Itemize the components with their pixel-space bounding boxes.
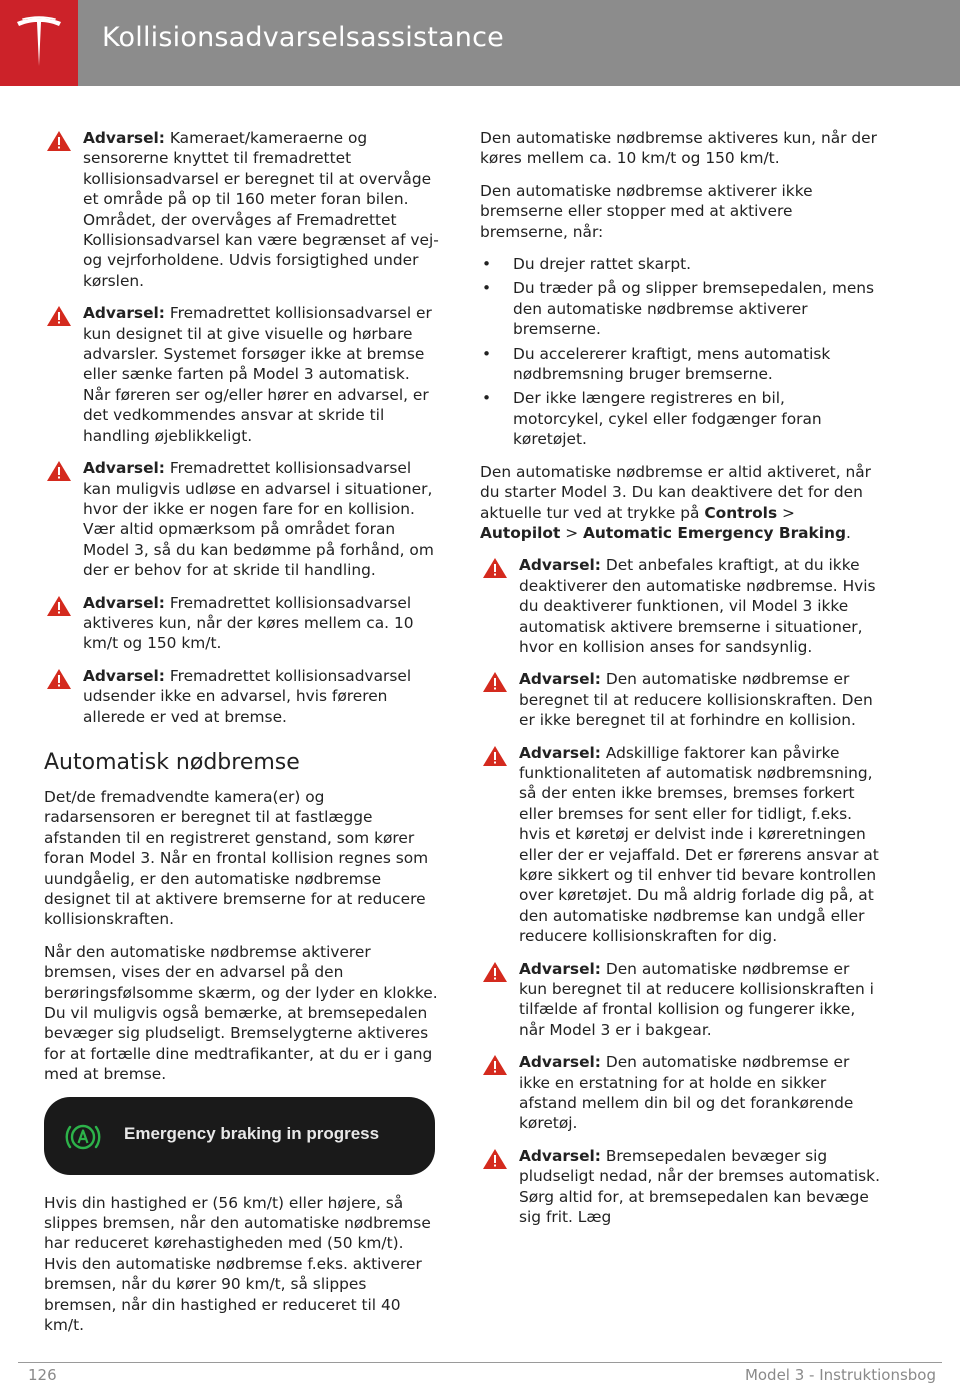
warning-text: Bremsepedalen bevæger sig pludseligt nedad, når der bremses automatisk. Sørg altid for, at bremsepedalen kan bevæge sig frit. Læg (519, 1146, 880, 1227)
warning-triangle-icon (482, 557, 508, 579)
warning-text: Den automatiske nødbremse er ikke en erstatning for at holde en sikker afstand mellem din bil og det forankørende køretøj. (519, 1053, 854, 1133)
condition-list (480, 254, 880, 450)
right-column (480, 128, 880, 1240)
paragraph: Den automatiske nødbremse aktiveres kun, når der køres mellem ca. 10 km/t og 150 km/t. (480, 129, 877, 168)
warning-triangle-icon (482, 1054, 508, 1076)
section-heading: Automatisk nødbremse (44, 749, 300, 775)
warning-triangle-icon (46, 305, 72, 327)
list-item: • Du drejer rattet skarpt. (480, 254, 880, 274)
emergency-braking-banner (44, 1097, 435, 1175)
warning-label: Advarsel: (519, 556, 601, 575)
warning-text: Adskillige faktorer kan påvirke funktionaliteten af automatisk nødbremsning, så der enten ikke bremses, bremses forkert eller bremses for sent eller for tidligt, f.eks. hvis et køretøj er delvist inde i køreretningen eller der er vejaffald. Det er førerens ansvar at køre sikkert og til enhver tid bevare kontrollen over køretøjet. Du må aldrig forlade dig på, at den automatiske nødbremse kan undgå eller reducere kollisionskraften for dig. (519, 743, 879, 946)
warning-label: Advarsel: (83, 129, 165, 147)
list-item: • Der ikke længere registreres en bil, motorcykel, cykel eller fodgænger foran køretøjet. (480, 388, 880, 449)
warning-text: Kameraet/kameraerne og sensorerne knyttet til fremadrettet kollisionsadvarsel er beregnet til at overvåge et område på op til 160 meter foran bilen. Området, der overvåges af Fremadrettet Kollisionsadvarsel kan være begrænset af vej- og vejrforholdene. Udvis forsigtighed under kørslen. (83, 129, 439, 290)
paragraph: Hvis din hastighed er (56 km/t) eller højere, så slippes bremsen, når den automatiske nødbremse har reduceret kørehastigheden med (50 km/t). Hvis den automatiske nødbremse f.eks. aktiverer bremsen, når du kører 90 km/t, så slippes bremsen, når din hastighed er reduceret til 40 km/t. (44, 1193, 431, 1335)
page-title: Kollisionsadvarselsassistance (102, 22, 504, 53)
warning-block (44, 666, 439, 727)
left-column (44, 128, 439, 1348)
path-separator: > (777, 503, 795, 522)
warning-triangle-icon (482, 745, 508, 767)
warning-text: Den automatiske nødbremse er kun beregnet til at reducere kollisionskraften i tilfælde af frontal kollision og fungerer ikke, når Model 3 er i bakgear. (519, 959, 874, 1039)
paragraph-text: Den automatiske nødbremse er altid aktiveret, når du starter Model 3. Du kan deaktivere det for den aktuelle tur ved at trykke på (480, 462, 872, 522)
warning-triangle-icon (46, 460, 72, 482)
warning-block (44, 593, 439, 654)
menu-path-controls: Controls (704, 503, 778, 522)
list-item: • Du accelererer kraftigt, mens automatisk nødbremsning bruger bremserne. (480, 344, 880, 385)
warning-text: Det anbefales kraftigt, at du ikke deaktiverer den automatiske nødbremse. Hvis du deaktiverer funktionen, vil Model 3 ikke automatisk aktivere bremserne i situationer, hvor en kollision anses for sandsynlig. (519, 556, 876, 656)
path-end: . (846, 523, 851, 542)
tesla-logo-icon (15, 16, 63, 68)
warning-block (480, 959, 880, 1041)
path-separator: > (560, 523, 583, 542)
warning-triangle-icon (46, 130, 72, 152)
warning-label: Advarsel: (83, 459, 165, 478)
warning-block (480, 555, 880, 657)
warning-label: Advarsel: (519, 1146, 601, 1165)
warning-triangle-icon (46, 595, 72, 617)
warning-text: Fremadrettet kollisionsadvarsel udsender ikke en advarsel, hvis føreren allerede er ved at bremse. (83, 666, 412, 726)
warning-text: Den automatiske nødbremse er beregnet til at reducere kollisionskraften. Den er ikke beregnet til at forhindre en kollision. (519, 670, 873, 730)
warning-label: Advarsel: (83, 593, 165, 612)
paragraph: Når den automatiske nødbremse aktiverer bremsen, vises der en advarsel på den berøringsfølsomme skærm, og der lyder en klokke. Du vil muligvis også bemærke, at bremsepedalen bevæger sig pludseligt. Bremselygterne aktiveres for at fortælle dine medtrafikanter, at du er i gang med at bremse. (44, 942, 438, 1084)
warning-triangle-icon (482, 961, 508, 983)
warning-triangle-icon (482, 671, 508, 693)
warning-text: Fremadrettet kollisionsadvarsel kan muligvis udløse en advarsel i situationer, hvor der ikke er nogen fare for en kollision. Vær altid opmærksom på området foran Model 3, så du kan bedømme på forhånd, om der er behov for at skride til handling. (83, 459, 434, 580)
warning-triangle-icon (482, 1148, 508, 1170)
page-number: 126 (28, 1366, 57, 1384)
warning-block (44, 128, 439, 291)
warning-label: Advarsel: (519, 670, 601, 689)
logo-box (0, 0, 78, 86)
banner-text: Emergency braking in progress (124, 1123, 380, 1143)
emergency-braking-icon (64, 1118, 102, 1156)
list-item: • Du træder på og slipper bremsepedalen, mens den automatiske nødbremse aktiverer bremserne. (480, 278, 880, 339)
warning-block (480, 1146, 880, 1228)
warning-label: Advarsel: (83, 666, 165, 685)
warning-label: Advarsel: (519, 743, 601, 762)
paragraph: Den automatiske nødbremse aktiverer ikke bremserne eller stopper med at aktivere bremserne, når: (480, 181, 813, 241)
warning-block (480, 669, 880, 730)
warning-block (44, 303, 439, 446)
manual-title: Model 3 - Instruktionsbog (744, 1366, 936, 1384)
warning-block (44, 458, 439, 580)
paragraph: Det/de fremadvendte kamera(er) og radarsensoren er beregnet til at fastlægge afstanden til en registreret genstand, som kører foran Model 3. Når en frontal kollision regnes som uundgåelig, er den automatiske nødbremse designet til at aktivere bremserne for at reducere kollisionskraften. (44, 787, 429, 929)
footer-divider (18, 1362, 942, 1363)
warning-label: Advarsel: (83, 304, 165, 323)
warning-text: Fremadrettet kollisionsadvarsel aktiveres kun, når der køres mellem ca. 10 km/t og 150 km/t. (83, 593, 414, 653)
warning-triangle-icon (46, 668, 72, 690)
warning-text: Fremadrettet kollisionsadvarsel er kun designet til at give visuelle og hørbare advarsler. Systemet forsøger ikke at bremse eller sænke farten på Model 3 automatisk. Når føreren ser og/eller hører en advarsel, er det vedkommendes ansvar at skride til handling øjeblikkeligt. (83, 304, 432, 445)
warning-block (480, 1052, 880, 1134)
menu-path-aeb: Automatic Emergency Braking (583, 523, 847, 542)
paragraph (480, 462, 880, 544)
warning-label: Advarsel: (519, 959, 601, 978)
menu-path-autopilot: Autopilot (480, 523, 561, 542)
warning-label: Advarsel: (519, 1053, 601, 1072)
warning-block (480, 743, 880, 947)
page-header (0, 0, 960, 86)
